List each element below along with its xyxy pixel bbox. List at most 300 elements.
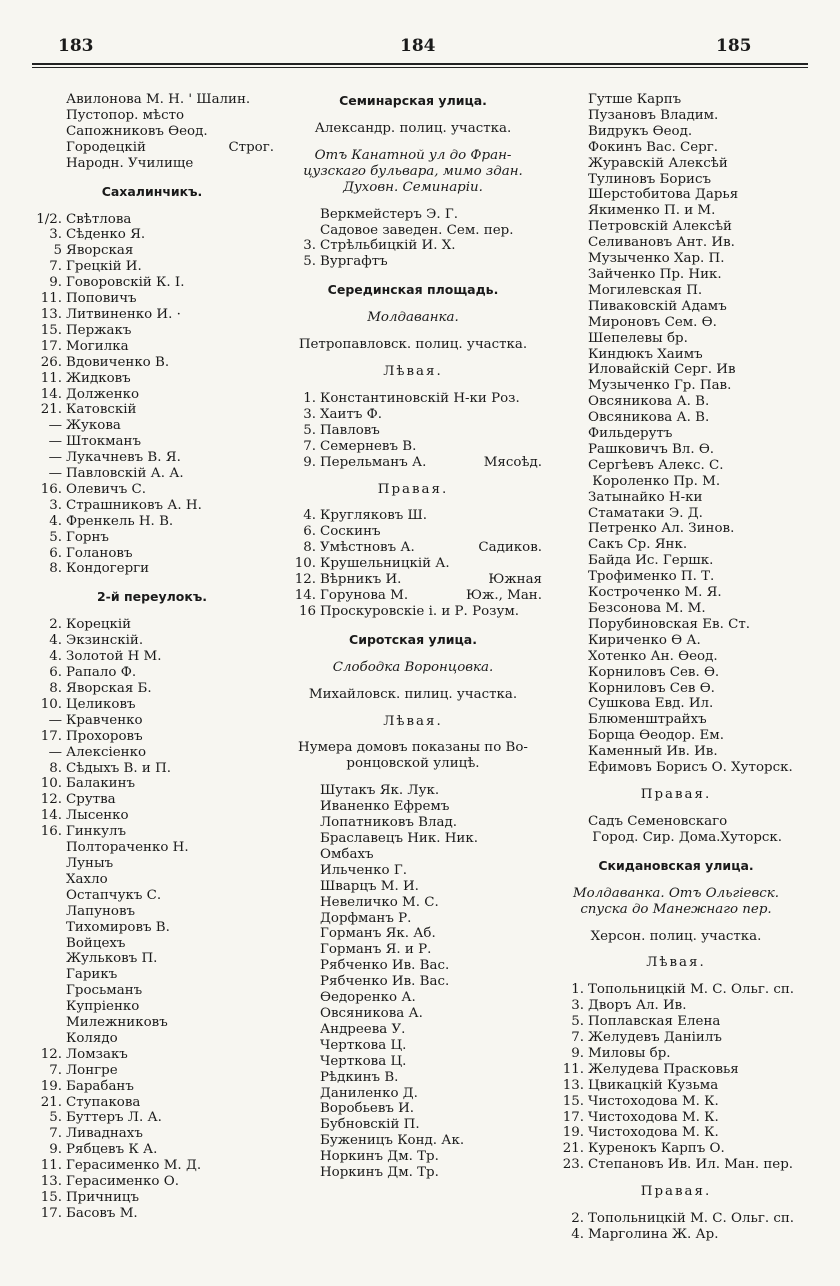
resident-entry xyxy=(552,1141,800,1157)
resident-entry xyxy=(552,696,800,712)
resident-entry xyxy=(552,283,800,299)
house-number: 4. xyxy=(49,649,62,665)
resident-entry xyxy=(30,761,274,777)
resident-entry xyxy=(30,729,274,745)
resident-name: Ступакова xyxy=(66,1094,141,1110)
house-number: 11. xyxy=(40,291,62,307)
spacer xyxy=(284,270,542,281)
resident-entry xyxy=(30,402,274,418)
section-note: Херсон. полиц. участка. xyxy=(590,928,762,944)
resident-entry xyxy=(30,1206,274,1222)
section-note: Петропавловск. полиц. участка. xyxy=(298,337,528,353)
resident-name: Порубиновская Ев. Ст. xyxy=(588,616,750,632)
resident-name: Кравченко xyxy=(66,712,143,728)
house-number: 13. xyxy=(40,306,62,322)
street-description: Отъ Канатной ул до Фран- xyxy=(314,147,512,163)
house-number: 21. xyxy=(562,1141,584,1157)
resident-name: Дворъ Ал. Ив. xyxy=(588,998,687,1014)
resident-entry xyxy=(284,1117,542,1133)
resident-entry xyxy=(284,455,542,471)
resident-entry xyxy=(30,633,274,649)
resident-note: Строг. xyxy=(228,139,274,155)
resident-entry xyxy=(552,1227,800,1243)
house-number: 26. xyxy=(40,354,62,370)
resident-entry xyxy=(284,540,542,556)
resident-entry xyxy=(30,92,274,108)
house-number: — xyxy=(48,466,62,482)
spacer xyxy=(284,729,542,740)
resident-entry xyxy=(552,830,800,846)
resident-entry xyxy=(552,251,800,267)
spacer xyxy=(284,110,542,121)
resident-name: Желудева Прасковья xyxy=(588,1061,739,1077)
resident-name: Городецкій xyxy=(66,139,146,155)
resident-entry xyxy=(552,92,800,108)
side-label: Правая. xyxy=(640,1184,712,1200)
house-number: 7. xyxy=(49,1062,62,1078)
resident-entry xyxy=(552,728,800,744)
resident-entry xyxy=(552,1030,800,1046)
resident-name: Вѣрникъ И. xyxy=(320,572,402,588)
resident-name: Купріенко xyxy=(66,999,140,1015)
resident-entry xyxy=(552,1094,800,1110)
resident-entry xyxy=(284,815,542,831)
resident-name: Селивановъ Ант. Ив. xyxy=(588,235,735,251)
resident-name: Зайченко Пр. Ник. xyxy=(588,266,722,282)
resident-name: Черткова Ц. xyxy=(320,1037,407,1053)
resident-name: Корниловъ Сев Ѳ. xyxy=(588,680,715,696)
resident-name: Свѣтлова xyxy=(66,211,132,227)
house-number: 17. xyxy=(40,1205,62,1221)
resident-entry xyxy=(30,418,274,434)
house-number: 1. xyxy=(303,390,316,406)
resident-name: Могилевская П. xyxy=(588,282,703,298)
house-number: 6. xyxy=(49,545,62,561)
house-number: 7. xyxy=(303,438,316,454)
resident-entry xyxy=(284,942,542,958)
house-number: 1/2. xyxy=(36,211,62,227)
house-number: 5. xyxy=(303,422,316,438)
spacer xyxy=(284,471,542,482)
resident-entry xyxy=(30,920,274,936)
resident-entry xyxy=(552,426,800,442)
resident-name: Прохоровъ xyxy=(66,728,143,744)
resident-note: Юж., Ман. xyxy=(466,587,542,603)
resident-name: Гарикъ xyxy=(66,967,118,983)
resident-entry xyxy=(552,203,800,219)
house-number: 17. xyxy=(40,338,62,354)
resident-name: Золотой Н М. xyxy=(66,649,162,665)
resident-name: Корецкій xyxy=(66,617,132,633)
house-number: 8. xyxy=(49,681,62,696)
resident-entry xyxy=(30,1031,274,1047)
resident-name: Стаматаки Э. Д. xyxy=(588,505,703,521)
resident-name: Затынайко Н-ки xyxy=(588,489,703,505)
resident-entry xyxy=(284,1086,542,1102)
house-number: 12. xyxy=(40,1046,62,1062)
resident-name: Штокманъ xyxy=(66,434,141,450)
resident-name: Ливаднахъ xyxy=(66,1126,143,1142)
resident-name: Вургафтъ xyxy=(320,254,388,270)
resident-name: Шутакъ Як. Лук. xyxy=(320,783,440,799)
resident-entry xyxy=(284,831,542,847)
street-heading: Семинарская улица. xyxy=(339,93,487,108)
resident-name: Народн. Училище xyxy=(66,155,194,171)
resident-name: Шварцъ М. И. xyxy=(320,878,419,894)
resident-name: Умѣстновъ А. xyxy=(320,540,415,556)
resident-name: Байда Ис. Гершк. xyxy=(588,553,714,569)
resident-entry xyxy=(552,649,800,665)
spacer xyxy=(552,776,800,787)
resident-entry xyxy=(30,323,274,339)
house-number: 9. xyxy=(571,1045,584,1061)
resident-note: Садиков. xyxy=(478,540,542,556)
resident-name: Гросьманъ xyxy=(66,983,143,999)
resident-name: Полторaченко Н. xyxy=(66,840,189,856)
resident-name: Поповичъ xyxy=(66,291,137,307)
resident-entry xyxy=(284,223,542,239)
resident-entry xyxy=(284,254,542,270)
resident-name: Лапуновъ xyxy=(66,903,136,919)
resident-entry xyxy=(552,442,800,458)
house-number: 4. xyxy=(303,508,316,524)
resident-entry xyxy=(284,911,542,927)
house-number: 21. xyxy=(40,402,62,418)
resident-entry xyxy=(284,1054,542,1070)
spacer xyxy=(284,497,542,508)
resident-entry xyxy=(552,315,800,331)
resident-entry xyxy=(552,458,800,474)
header-rule-thin xyxy=(32,67,808,68)
resident-name: Каменный Ив. Ив. xyxy=(588,744,718,760)
resident-entry xyxy=(30,546,274,562)
resident-name: Сергѣевъ Алекс. С. xyxy=(588,457,724,473)
resident-name: Гинкулъ xyxy=(66,824,126,840)
spacer xyxy=(552,971,800,982)
resident-name: Лонгре xyxy=(66,1062,118,1078)
resident-entry xyxy=(284,1022,542,1038)
resident-entry xyxy=(552,521,800,537)
resident-name: Авилонова М. Н. ' Шалин. xyxy=(66,92,251,107)
resident-entry xyxy=(552,331,800,347)
resident-entry xyxy=(552,1125,800,1141)
house-number: 13. xyxy=(562,1077,584,1093)
resident-name: Яворская xyxy=(66,243,134,259)
resident-name: Яворская Б. xyxy=(66,681,152,696)
page-number-left: 183 xyxy=(58,36,94,56)
resident-entry xyxy=(30,530,274,546)
resident-name: Жукова xyxy=(66,418,121,434)
resident-entry xyxy=(284,1006,542,1022)
resident-entry xyxy=(552,378,800,394)
section-note: Михайловск. пилиц. участка. xyxy=(308,686,518,702)
resident-name: Цвикацкій Кузьма xyxy=(588,1077,719,1093)
column-right xyxy=(552,92,800,1243)
resident-name: Сѣдыхъ В. и П. xyxy=(66,760,172,776)
resident-name: Грецкій И. xyxy=(66,259,142,275)
resident-entry xyxy=(552,219,800,235)
resident-entry xyxy=(30,745,274,761)
resident-name: Даниленко Д. xyxy=(320,1085,418,1101)
resident-entry xyxy=(552,299,800,315)
resident-name: Сушкова Евд. Ил. xyxy=(588,696,714,712)
resident-entry xyxy=(552,1211,800,1227)
section-note: Нумера домовъ показаны по Во- xyxy=(298,740,528,756)
resident-entry xyxy=(552,410,800,426)
resident-name: Степановъ Ив. Ил. Ман. пер. xyxy=(588,1157,794,1173)
street-description: спуска до Манежнаго пер. xyxy=(580,901,772,917)
resident-name: Сакъ Ср. Янк. xyxy=(588,537,688,553)
resident-entry xyxy=(30,856,274,872)
resident-name: Хахло xyxy=(66,871,108,887)
resident-entry xyxy=(284,895,542,911)
resident-entry xyxy=(284,508,542,524)
spacer xyxy=(30,577,274,588)
resident-entry xyxy=(552,1110,800,1126)
resident-name: Рябцевъ К А. xyxy=(66,1142,158,1158)
resident-name: Петровскій Алексѣй xyxy=(588,219,732,235)
resident-entry xyxy=(30,291,274,307)
resident-entry xyxy=(30,697,274,713)
resident-name: Овсяникова А. xyxy=(320,1005,423,1021)
column-left xyxy=(30,92,274,1222)
resident-entry xyxy=(284,1038,542,1054)
resident-entry xyxy=(30,617,274,633)
resident-name: Герасименко О. xyxy=(66,1174,179,1190)
resident-entry xyxy=(552,681,800,697)
house-number: 7. xyxy=(49,259,62,275)
house-number: 3. xyxy=(571,998,584,1014)
resident-name: Целиковъ xyxy=(66,696,136,712)
resident-name: Воробьевъ И. xyxy=(320,1101,415,1117)
resident-entry xyxy=(552,108,800,124)
resident-name: Пержакъ xyxy=(66,322,132,338)
spacer xyxy=(284,196,542,207)
street-heading: Сиротская улица. xyxy=(349,631,477,647)
resident-name: Семерневъ В. xyxy=(320,438,417,454)
resident-name: Якименко П. и М. xyxy=(588,203,716,219)
resident-entry xyxy=(284,990,542,1006)
resident-entry xyxy=(284,207,542,223)
resident-name: Блюменштрайхъ xyxy=(588,712,707,728)
spacer xyxy=(284,137,542,148)
resident-entry xyxy=(552,172,800,188)
resident-name: Бубновскій П. xyxy=(320,1117,420,1133)
resident-name: Иловайскій Серг. Ив xyxy=(588,362,736,378)
street-description: Молдаванка. Отъ Ольгіевск. xyxy=(572,885,780,901)
resident-entry xyxy=(552,537,800,553)
resident-entry xyxy=(30,259,274,275)
resident-name: Барабанъ xyxy=(66,1078,134,1094)
house-number: 3. xyxy=(49,227,62,243)
spacer xyxy=(30,201,274,212)
resident-name: Шерстобитова Дарья xyxy=(588,187,739,203)
spacer xyxy=(552,875,800,886)
resident-name: Браславецъ Ник. Ник. xyxy=(320,831,478,846)
resident-name: Войцехъ xyxy=(66,935,126,951)
resident-name: Борща Ѳеодор. Ем. xyxy=(588,728,724,744)
house-number: 8. xyxy=(303,540,316,556)
resident-entry xyxy=(284,783,542,799)
resident-name: Рѣдкинъ В. xyxy=(320,1069,399,1085)
resident-entry xyxy=(30,355,274,371)
resident-name: Жульковъ П. xyxy=(66,951,158,967)
house-number: — xyxy=(48,418,62,434)
house-number: 23. xyxy=(562,1157,584,1173)
resident-name: Овсяникова А. В. xyxy=(588,394,710,410)
resident-name: Буттеръ Л. А. xyxy=(66,1110,162,1126)
resident-entry xyxy=(30,339,274,355)
resident-entry xyxy=(552,506,800,522)
house-number: 10. xyxy=(40,696,62,712)
spacer xyxy=(552,1200,800,1211)
resident-entry xyxy=(552,267,800,283)
resident-name: Ефимовъ Борисъ О. Хуторск. xyxy=(588,760,793,776)
column-middle xyxy=(284,92,542,1181)
resident-name: Горнъ xyxy=(66,529,109,545)
resident-name: Омбахъ xyxy=(320,846,374,862)
resident-entry xyxy=(30,482,274,498)
resident-name: Куренокъ Карпъ О. xyxy=(588,1141,725,1157)
house-number: 15. xyxy=(562,1093,584,1109)
spacer xyxy=(284,353,542,364)
side-label: Правая. xyxy=(640,786,712,802)
resident-name: Басовъ М. xyxy=(66,1205,138,1221)
resident-entry xyxy=(552,744,800,760)
resident-entry xyxy=(30,967,274,983)
resident-entry xyxy=(284,588,542,604)
resident-name: Овсяникова А. В. xyxy=(588,410,710,426)
resident-name: Ѳедоренко А. xyxy=(320,990,416,1006)
resident-name: Фильдерутъ xyxy=(588,426,673,442)
resident-entry xyxy=(30,872,274,888)
street-description: цузскаго бульвара, мимо здан. xyxy=(303,163,523,179)
resident-name: Срутва xyxy=(66,792,116,808)
resident-name: Андреева У. xyxy=(320,1021,406,1037)
resident-entry xyxy=(284,847,542,863)
resident-entry xyxy=(552,712,800,728)
resident-entry xyxy=(30,840,274,856)
street-heading: 2-й переулокъ. xyxy=(96,589,208,605)
house-number: 3. xyxy=(49,497,62,513)
resident-entry xyxy=(30,561,274,577)
resident-entry xyxy=(552,585,800,601)
resident-name: Хаитъ Ф. xyxy=(320,406,382,422)
side-label: Лѣвая. xyxy=(383,364,443,380)
resident-name: Могилка xyxy=(66,338,129,354)
house-number: — xyxy=(48,712,62,728)
house-number: 19. xyxy=(40,1078,62,1094)
house-number: 15. xyxy=(40,1190,62,1205)
resident-entry xyxy=(30,1015,274,1031)
resident-entry xyxy=(552,553,800,569)
house-number: 11. xyxy=(562,1061,584,1077)
house-number: 16 xyxy=(298,603,316,619)
resident-entry xyxy=(284,572,542,588)
house-number: 5. xyxy=(49,529,62,545)
resident-name: Веркмейстеръ Э. Г. xyxy=(320,206,459,222)
resident-name: Фокинъ Вас. Серг. xyxy=(588,139,719,155)
resident-entry xyxy=(30,936,274,952)
house-number: 12. xyxy=(40,792,62,808)
resident-entry xyxy=(30,665,274,681)
resident-entry xyxy=(30,498,274,514)
page-number-right: 185 xyxy=(716,36,752,56)
resident-name: Мироновъ Сем. Ѳ. xyxy=(588,314,717,330)
resident-name: Проскуровскіе і. и Р. Розум. xyxy=(320,603,519,619)
resident-entry xyxy=(284,1133,542,1149)
resident-entry xyxy=(552,347,800,363)
resident-entry xyxy=(30,1190,274,1206)
resident-entry xyxy=(552,1014,800,1030)
street-heading: Серединская площадь. xyxy=(327,282,499,298)
house-number: 17. xyxy=(40,728,62,744)
resident-entry xyxy=(552,569,800,585)
resident-name: Короленко Пр. М. xyxy=(588,473,721,489)
street-description: Молдаванка. xyxy=(367,310,459,326)
resident-entry xyxy=(30,275,274,291)
resident-entry xyxy=(30,140,274,156)
resident-entry xyxy=(30,371,274,387)
house-number: 11. xyxy=(40,370,62,386)
resident-entry xyxy=(30,1174,274,1190)
street-description: Слободка Воронцовка. xyxy=(332,659,494,675)
resident-name: Чистоходова М. К. xyxy=(588,1109,719,1125)
resident-name: Топольницкій М. С. Ольг. сп. xyxy=(588,1211,795,1227)
resident-name: Город. Сир. Дома.Хуторск. xyxy=(588,829,783,845)
spacer xyxy=(284,620,542,631)
house-number: 4. xyxy=(571,1227,584,1242)
resident-name: Киндюкъ Хаимъ xyxy=(588,346,703,362)
resident-name: Тулиновъ Борисъ xyxy=(588,171,711,187)
house-number: — xyxy=(48,450,62,466)
resident-name: Милежниковъ xyxy=(66,1015,168,1031)
resident-entry xyxy=(552,998,800,1014)
house-number: 14. xyxy=(294,587,316,603)
house-number: 3. xyxy=(303,406,316,422)
resident-name: Желудевъ Даніилъ xyxy=(588,1030,722,1046)
resident-name: Черткова Ц. xyxy=(320,1053,407,1069)
resident-entry xyxy=(284,604,542,620)
street-description: Духовн. Семинаріи. xyxy=(343,179,483,195)
resident-name: Горунова М. xyxy=(320,587,409,603)
resident-entry xyxy=(552,1062,800,1078)
resident-name: Павловскій А. А. xyxy=(66,466,184,482)
house-number: 4. xyxy=(49,633,62,649)
resident-entry xyxy=(552,665,800,681)
house-number: 19. xyxy=(562,1125,584,1141)
resident-entry xyxy=(552,814,800,830)
spacer xyxy=(284,772,542,783)
resident-entry xyxy=(30,1063,274,1079)
house-number: 8. xyxy=(49,760,62,776)
house-number: 13. xyxy=(40,1174,62,1190)
resident-entry xyxy=(284,524,542,540)
resident-name: Соскинъ xyxy=(320,524,381,540)
resident-entry xyxy=(284,863,542,879)
resident-name: Невеличко М. С. xyxy=(320,894,439,910)
house-number: 11. xyxy=(40,1158,62,1174)
resident-entry xyxy=(284,391,542,407)
spacer xyxy=(552,1173,800,1184)
resident-entry xyxy=(284,799,542,815)
resident-entry xyxy=(552,1157,800,1173)
resident-entry xyxy=(552,156,800,172)
resident-entry xyxy=(30,227,274,243)
resident-entry xyxy=(30,1047,274,1063)
house-number: 5 xyxy=(53,243,62,259)
resident-name: Константиновскій Н-ки Роз. xyxy=(320,390,520,406)
